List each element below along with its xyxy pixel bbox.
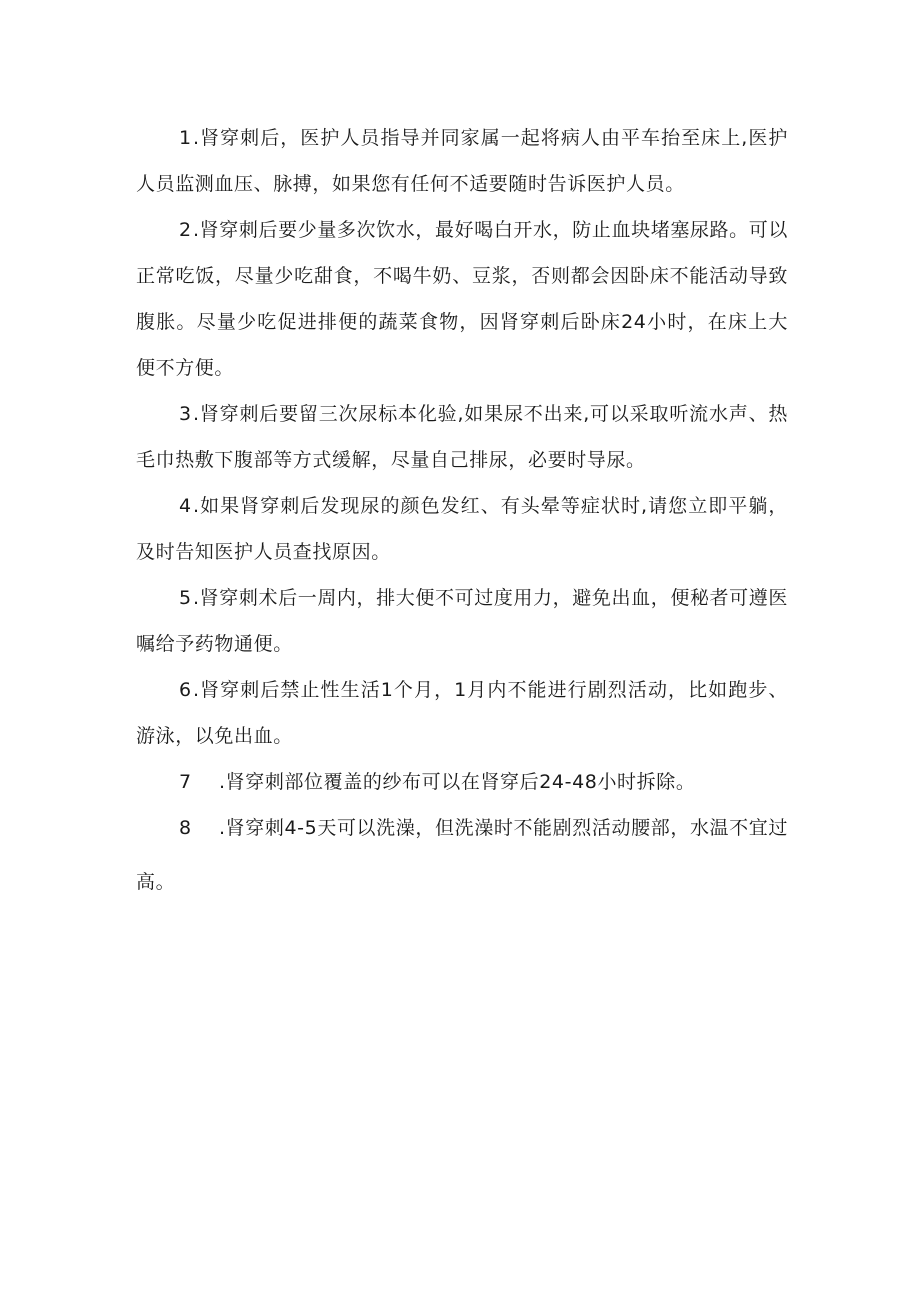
item-text: .肾穿刺后禁止性生活1个月，1月内不能进行剧烈活动，比如跑步、游泳，以免出血。 <box>136 679 788 747</box>
item-number: 5 <box>179 587 192 609</box>
item-text: .肾穿刺后，医护人员指导并同家属一起将病人由平车抬至床上,医护人员监测血压、脉搏，如果您有任何不适要随时告诉医护人员。 <box>136 127 788 195</box>
list-item-8 <box>136 801 788 909</box>
item-number: 8 <box>179 817 192 839</box>
list-item-3 <box>136 391 788 483</box>
list-item-6 <box>136 667 788 759</box>
item-text: .肾穿刺部位覆盖的纱布可以在肾穿后24-48小时拆除。 <box>219 771 696 793</box>
list-item-2 <box>136 207 788 391</box>
list-item-1 <box>136 115 788 207</box>
item-text: .肾穿刺术后一周内，排大便不可过度用力，避免出血，便秘者可遵医嘱给予药物通便。 <box>136 587 788 655</box>
item-number: 1 <box>179 127 192 149</box>
item-number: 7 <box>179 771 192 793</box>
item-text: .肾穿刺4-5天可以洗澡，但洗澡时不能剧烈活动腰部，水温不宜过高。 <box>136 817 788 893</box>
list-item-4 <box>136 483 788 575</box>
item-number: 4 <box>179 495 192 517</box>
item-number: 6 <box>179 679 192 701</box>
item-text: .肾穿刺后要留三次尿标本化验,如果尿不出来,可以采取听流水声、热毛巾热敷下腹部等方式缓解，尽量自己排尿，必要时导尿。 <box>136 403 788 471</box>
list-item-5 <box>136 575 788 667</box>
item-number: 2 <box>179 219 192 241</box>
item-text: .如果肾穿刺后发现尿的颜色发红、有头晕等症状时,请您立即平躺，及时告知医护人员查找原因。 <box>136 495 788 563</box>
item-text: .肾穿刺后要少量多次饮水，最好喝白开水，防止血块堵塞尿路。可以正常吃饭，尽量少吃甜食，不喝牛奶、豆浆，否则都会因卧床不能活动导致腹胀。尽量少吃促进排便的蔬菜食物，因肾穿刺后卧床24小时，在床上大便不方便。 <box>136 219 788 379</box>
document-body <box>136 115 788 909</box>
list-item-7 <box>136 759 788 805</box>
item-number: 3 <box>179 403 192 425</box>
